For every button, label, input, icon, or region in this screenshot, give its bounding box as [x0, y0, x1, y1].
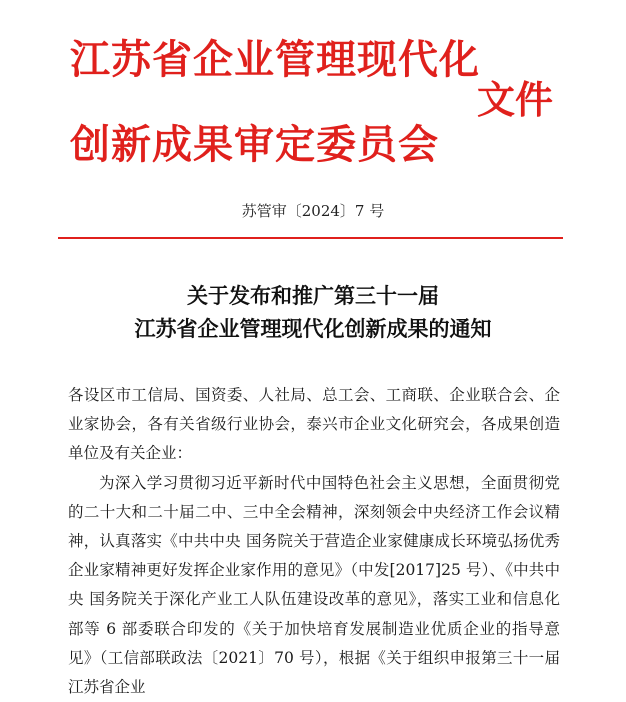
issuer-name-line-2: 创新成果审定委员会: [70, 122, 439, 168]
document-title-line-2: 江苏省企业管理现代化创新成果的通知: [134, 316, 492, 341]
recipients-paragraph: 各设区市工信局、国资委、人社局、总工会、工商联、企业联合会、企业家协会，各有关省级行业协会，泰兴市企业文化研究会，各成果创造单位及有关企业：: [68, 386, 560, 463]
body-paragraph-1: 为深入学习贯彻习近平新时代中国特色社会主义思想，全面贯彻党的二十大和二十届二中、三中全会精神，深刻领会中央经济工作会议精神，认真落实《中共中央 国务院关于营造企业家健康成长环境弘扬优秀企业家精神更好发挥企业家作用的意见》（中发[2017]25 号）、《中共中央 国务院关于深化产业工人队伍建设改革的意见》，落实工业和信息化部等 6 部委联合印发的《关于加快培育发展制造业优质企业的指导意见》（工信部联政法〔2021〕70 号），根据《关于组织申报第三十一届江苏省企业: [68, 473, 560, 697]
document-title-line-1: 关于发布和推广第三十一届: [187, 283, 439, 308]
document-number: 苏管审〔2024〕7 号: [241, 202, 385, 220]
document-body: [68, 381, 560, 702]
document-type-label: 文件: [477, 78, 554, 122]
red-header-divider: [58, 237, 563, 239]
issuer-name-line-1: 江苏省企业管理现代化: [70, 37, 480, 83]
